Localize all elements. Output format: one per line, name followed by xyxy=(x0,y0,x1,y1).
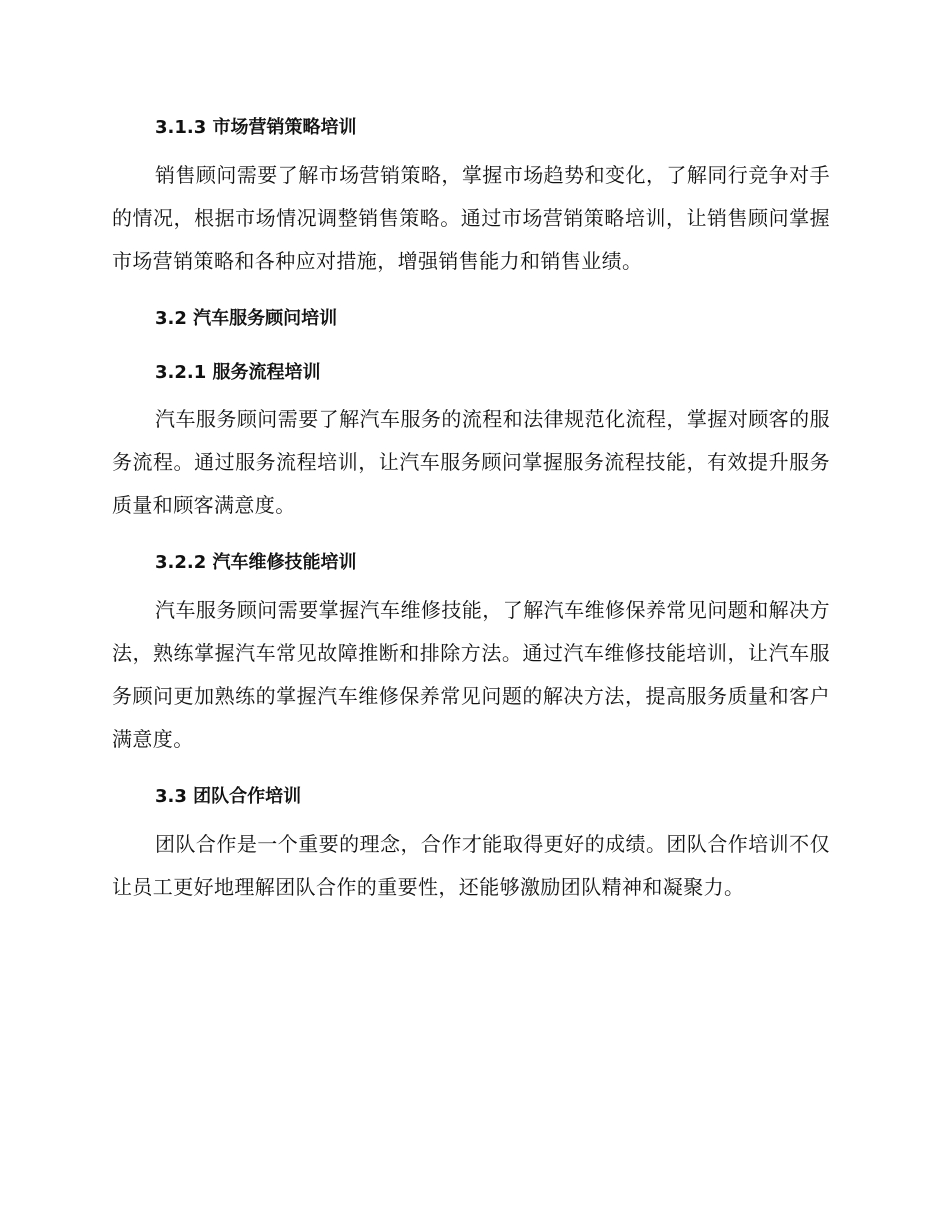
section-heading-3-1-3: 3.1.3 市场营销策略培训 xyxy=(155,117,357,138)
section-body-3-2-2: 汽车服务顾问需要掌握汽车维修技能，了解汽车维修保养常见问题和解决方法，熟练掌握汽车常见故障推断和排除方法。通过汽车维修技能培训，让汽车服务顾问更加熟练的掌握汽车维修保养常见问题的解决方法，提高服务质量和客户满意度。 xyxy=(112,598,830,751)
section-body-3-3: 团队合作是一个重要的理念，合作才能取得更好的成绩。团队合作培训不仅让员工更好地理解团队合作的重要性，还能够激励团队精神和凝聚力。 xyxy=(112,832,830,899)
section-body-3-1-3: 销售顾问需要了解市场营销策略，掌握市场趋势和变化，了解同行竞争对手的情况，根据市场情况调整销售策略。通过市场营销策略培训，让销售顾问掌握市场营销策略和各种应对措施，增强销售能力和销售业绩。 xyxy=(112,163,830,273)
section-heading-3-3: 3.3 团队合作培训 xyxy=(155,786,302,807)
document-content xyxy=(112,108,830,909)
section-heading-3-2: 3.2 汽车服务顾问培训 xyxy=(155,308,338,329)
section-body-3-2-1: 汽车服务顾问需要了解汽车服务的流程和法律规范化流程，掌握对顾客的服务流程。通过服务流程培训，让汽车服务顾问掌握服务流程技能，有效提升服务质量和顾客满意度。 xyxy=(112,407,830,517)
section-heading-3-2-1: 3.2.1 服务流程培训 xyxy=(155,362,321,383)
section-heading-3-2-2: 3.2.2 汽车维修技能培训 xyxy=(155,552,357,573)
